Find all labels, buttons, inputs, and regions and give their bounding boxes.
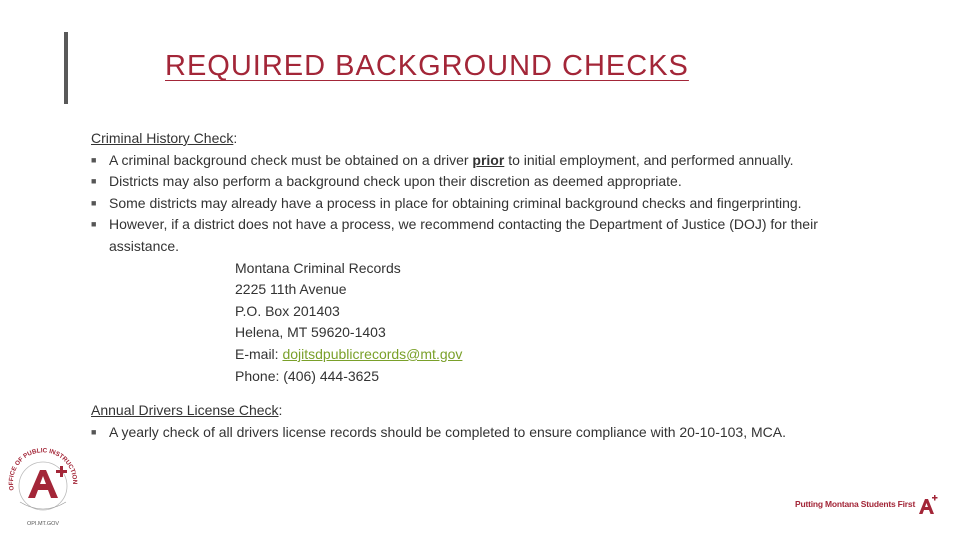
address-street: 2225 11th Avenue [235,281,347,298]
heading-colon: : [278,402,283,419]
seal-arc-text: OFFICE OF PUBLIC INSTRUCTION [7,447,79,491]
seal-footer-text: OPI.MT.GOV [26,521,60,527]
address-email-line [235,344,891,366]
bullet-text-part: A criminal background check must be obtained on a driver [109,151,473,168]
bullet-text: Some districts may already have a process in place for obtaining criminal background checks and fingerprinting. [109,194,802,211]
ospi-seal-logo [2,440,84,528]
heading-colon: : [233,130,238,146]
address-org: Montana Criminal Records [235,259,401,276]
bullet-text: A yearly check of all drivers license records should be completed to ensure compliance with 20-10-103, MCA. [109,423,786,440]
list-item [91,422,891,444]
address-city: Helena, MT 59620-1403 [235,324,386,341]
bullet-text: Districts may also perform a background check upon their discretion as deemed appropriate. [109,173,682,190]
email-label: E-mail: [235,345,283,362]
list-item [91,150,891,172]
criminal-history-heading [91,128,891,150]
criminal-history-list [91,150,891,258]
list-item [91,171,891,193]
address-phone: Phone: (406) 444-3625 [235,367,379,384]
list-item [91,193,891,215]
bullet-text-part: to initial employment, and performed annually. [504,151,794,168]
doj-address-block [235,258,891,388]
list-item [91,214,891,257]
square-bullet-icon: ■ [91,154,97,165]
email-link[interactable]: dojitsdpublicrecords@mt.gov [282,345,463,362]
emphasis-prior: prior [472,151,505,168]
criminal-history-heading-text: Criminal History Check [91,130,234,146]
square-bullet-icon: ■ [91,176,97,187]
address-pobox: P.O. Box 201403 [235,302,340,319]
license-check-heading [91,400,891,422]
bullet-text: However, if a district does not have a process, we recommend contacting the Department of Justice (DOJ) for their assistance. [109,216,818,254]
footer-branding [795,490,939,518]
license-check-heading-text: Annual Drivers License Check [91,402,279,419]
license-check-list [91,422,891,444]
license-section [91,400,891,443]
page-title: REQUIRED BACKGROUND CHECKS [165,50,689,82]
footer-slogan: Putting Montana Students First [795,499,916,509]
square-bullet-icon: ■ [91,197,97,208]
a-plus-icon [917,493,939,515]
square-bullet-icon: ■ [91,219,97,230]
slide-content [91,128,891,443]
square-bullet-icon: ■ [91,426,97,437]
accent-bar [64,32,68,104]
